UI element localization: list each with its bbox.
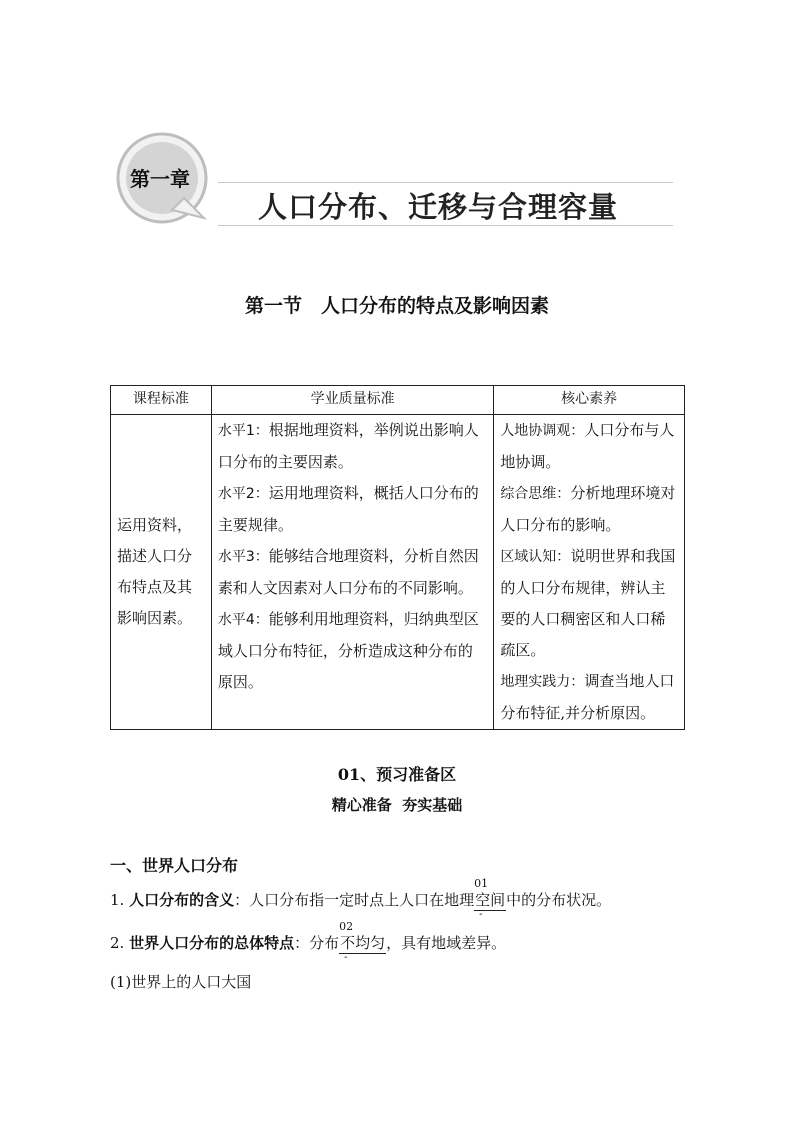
literacy-key: 综合思维：: [500, 486, 571, 502]
preview-subtitle: 精心准备 夯实基础: [331, 796, 463, 814]
course-standard-text: 运用资料，描述人口分布特点及其影响因素。: [117, 516, 193, 627]
item-2-after: ，具有地域差异。: [386, 934, 507, 952]
item-1: [110, 877, 612, 920]
chapter-badge-label: 第一章: [130, 167, 190, 191]
literacy-text: 说明世界和我国的人口分布规律，辨认主要的人口稠密区和人口稀疏区。: [500, 547, 676, 659]
table-body-row: [111, 415, 685, 730]
literacy-text: 分析地理环境对人口分布的影响。: [500, 484, 676, 534]
literacy-key: 区域认知：: [500, 549, 571, 565]
header-quality-standard: 学业质量标准: [211, 386, 493, 415]
item-1-before: ：人口分布指一定时点上人口在地理: [234, 891, 475, 909]
literacy-item-1: [500, 415, 678, 478]
blank-answer: 不均匀: [340, 934, 386, 952]
level-key: 水平1：: [217, 423, 269, 439]
blank-number: 01: [474, 877, 489, 890]
level-text: 能够结合地理资料，分析自然因素和人文因素对人口分布的不同影响。: [217, 547, 479, 597]
quality-level-2: [218, 478, 487, 541]
header-course-standard: 课程标准: [111, 386, 212, 415]
quality-level-3: [218, 541, 487, 604]
fill-blank-01: [474, 877, 506, 920]
item-1-after: 中的分布状况。: [506, 891, 612, 909]
literacy-text: 人口分布与人地协调。: [500, 421, 675, 471]
core-literacy-cell: [494, 415, 685, 730]
literacy-key: 人地协调观：: [500, 423, 585, 439]
item-1-label: 人口分布的含义: [129, 891, 235, 909]
level-text: 根据地理资料，举例说出影响人口分布的主要因素。: [217, 421, 479, 471]
item-2-label: 世界人口分布的总体特点: [129, 934, 295, 952]
blank-answer: 空间: [475, 891, 506, 909]
header-rule-top: [218, 182, 673, 183]
level-text: 运用地理资料，概括人口分布的主要规律。: [217, 484, 479, 534]
literacy-item-2: [500, 478, 678, 541]
literacy-item-3: [500, 541, 678, 666]
literacy-item-4: [500, 666, 678, 729]
quality-level-1: [218, 415, 487, 478]
fill-blank-02: [339, 920, 386, 963]
blank-number: 02: [339, 920, 354, 933]
item-2-number: 2.: [110, 934, 125, 952]
table-header-row: [111, 386, 685, 415]
level-key: 水平4：: [217, 612, 269, 628]
item-1-number: 1.: [110, 891, 125, 909]
blank-dash-mark: -: [344, 952, 348, 963]
level-text: 能够利用地理资料，归纳典型区域人口分布特征，分析造成这种分布的原因。: [217, 610, 479, 691]
section-title: 第一节 人口分布的特点及影响因素: [244, 295, 549, 317]
header-core-literacy: 核心素养: [494, 386, 685, 415]
header-rule-bottom: [218, 225, 673, 226]
literacy-text: 调查当地人口分布特征,并分析原因。: [500, 672, 675, 722]
item-2-before: ：分布: [294, 934, 340, 952]
literacy-key: 地理实践力：: [500, 674, 585, 690]
standards-table: [110, 385, 685, 730]
subitem-1: (1)世界上的人口大国: [110, 973, 252, 991]
item-2: [110, 920, 507, 963]
course-standard-cell: [111, 415, 212, 730]
level-key: 水平3：: [217, 549, 269, 565]
quality-level-4: [218, 604, 487, 698]
blank-dash-mark: -: [479, 909, 483, 920]
quality-standard-cell: [211, 415, 493, 730]
preview-title: 01、预习准备区: [337, 765, 457, 784]
chapter-title: 人口分布、迁移与合理容量: [258, 190, 619, 224]
chapter-header: [0, 0, 794, 240]
level-key: 水平2：: [217, 486, 269, 502]
section-one-heading: 一、世界人口分布: [110, 856, 239, 875]
